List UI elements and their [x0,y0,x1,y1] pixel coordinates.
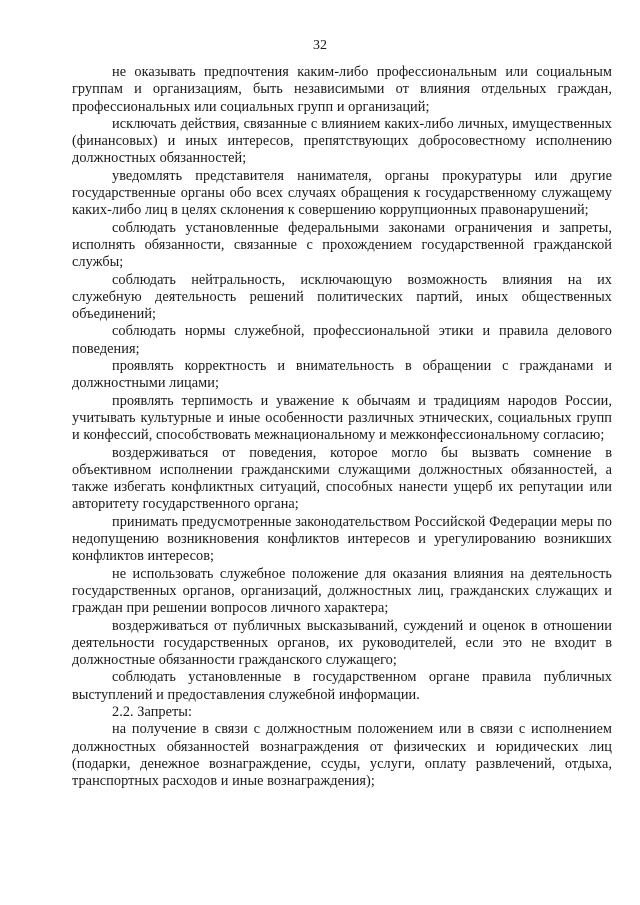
paragraph: соблюдать нейтральность, исключающую возможность влияния на их служебную деятельность решений политических партий, иных общественных объединений; [72,271,612,323]
paragraph: соблюдать установленные федеральными законами ограничения и запреты, исполнять обязанности, связанные с прохождением государственной гражданской службы; [72,219,612,271]
paragraph: не использовать служебное положение для оказания влияния на деятельность государственных органов, организаций, должностных лиц, гражданских служащих и граждан при решении вопросов личного характера; [72,565,612,617]
paragraph: принимать предусмотренные законодательством Российской Федерации меры по недопущению возникновения конфликтов интересов и урегулированию возникших конфликтов интересов; [72,513,612,565]
paragraph: воздерживаться от публичных высказываний, суждений и оценок в отношении деятельности государственных органов, их руководителей, если это не входит в должностные обязанности гражданского служащего; [72,617,612,669]
paragraph: соблюдать установленные в государственном органе правила публичных выступлений и предоставления служебной информации. [72,669,612,703]
paragraph: не оказывать предпочтения каким-либо профессиональным или социальным группам и организациям, быть независимыми от влияния отдельных граждан, профессиональных или социальных групп и организаций; [72,64,612,115]
section-heading: 2.2. Запреты: [112,703,192,720]
paragraph: уведомлять представителя нанимателя, органы прокуратуры или другие государственные органы обо всех случаях обращения к государственному служащему каких-либо лиц в целях склонения к совершению коррупционных правонарушений; [72,167,612,219]
paragraph: воздерживаться от поведения, которое могло бы вызвать сомнение в объективном исполнении гражданскими служащими должностных обязанностей, а также избегать конфликтных ситуаций, способных нанести ущерб их репутации или авторитету государственного органа; [72,444,612,513]
paragraph: проявлять терпимость и уважение к обычаям и традициям народов России, учитывать культурные и иные особенности различных этнических, социальных групп и конфессий, способствовать межнациональному и межконфессиональному согласию; [72,392,612,444]
paragraph: соблюдать нормы служебной, профессиональной этики и правила делового поведения; [72,323,612,357]
document-body [72,64,612,790]
paragraph: на получение в связи с должностным положением или в связи с исполнением должностных обязанностей вознаграждения от физических и юридических лиц (подарки, денежное вознаграждение, ссуды, услуги, оплату развлечений, отдыха, транспортных расходов и иные вознаграждения); [72,721,612,790]
paragraph: исключать действия, связанные с влиянием каких-либо личных, имущественных (финансовых) и иных интересов, препятствующих добросовестному исполнению должностных обязанностей; [72,115,612,167]
paragraph: проявлять корректность и внимательность в обращении с гражданами и должностными лицами; [72,358,612,392]
page-number: 32 [313,38,327,53]
